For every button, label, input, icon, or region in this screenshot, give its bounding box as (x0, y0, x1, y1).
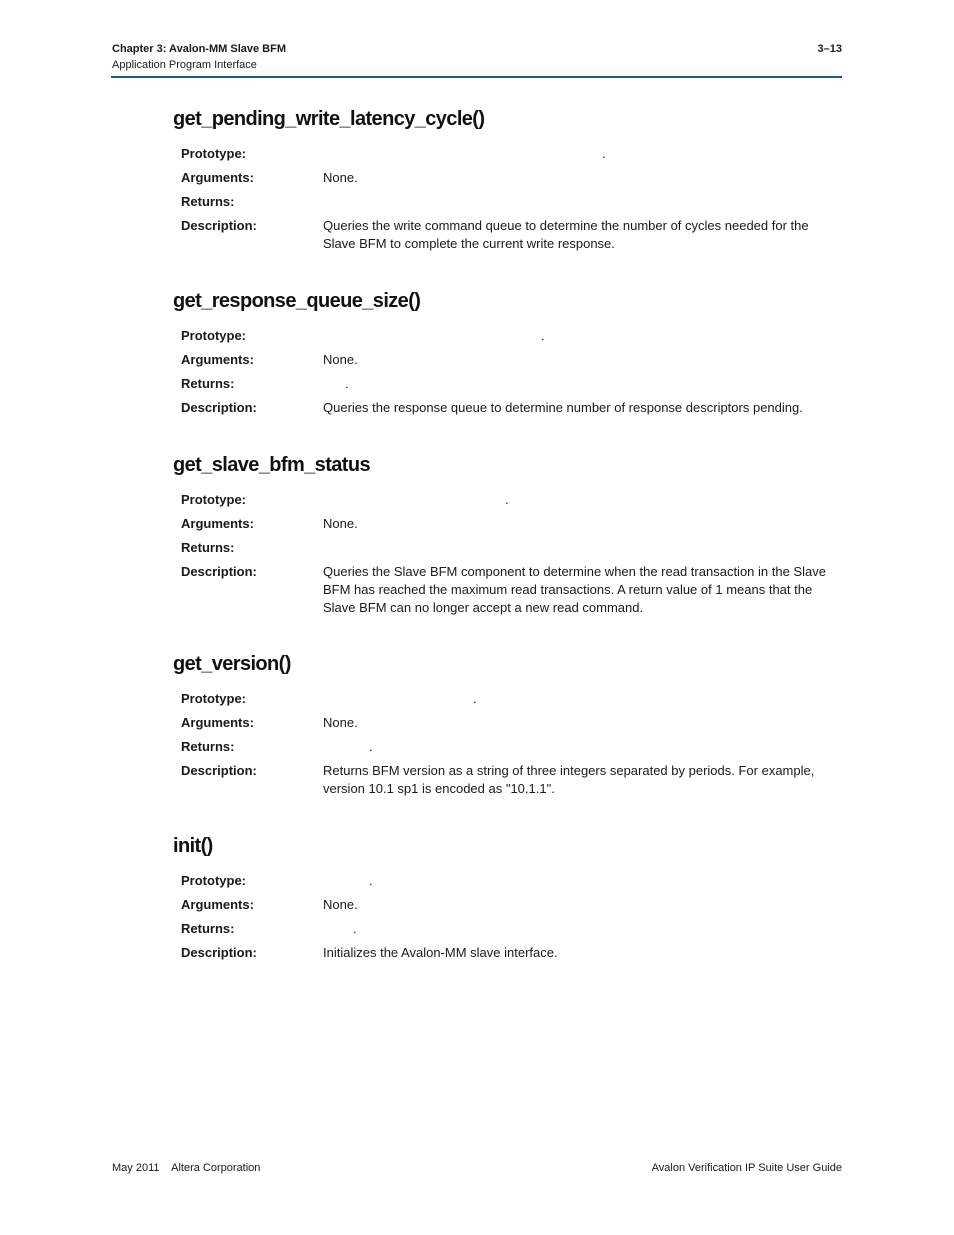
function-title: get_response_queue_size() (173, 290, 421, 312)
arguments-row (173, 896, 843, 920)
prototype-label: Prototype: (181, 873, 246, 888)
description-label: Description: (181, 763, 257, 778)
description-value: Queries the Slave BFM component to determine when the read transaction in the Slave BFM has reached the maximum read transactions. A return value of 1 means that the Slave BFM can no longer accept a new read command. (323, 564, 826, 615)
chapter-title: Chapter 3: Avalon-MM Slave BFM (112, 43, 286, 55)
prototype-row (173, 690, 843, 714)
prototype-row (173, 145, 843, 169)
description-label: Description: (181, 945, 257, 960)
prototype-value: . (505, 492, 509, 507)
arguments-row (173, 169, 843, 193)
description-label: Description: (181, 400, 257, 415)
page-number: 3–13 (817, 43, 842, 55)
arguments-label: Arguments: (181, 715, 254, 730)
returns-row (173, 375, 843, 399)
prototype-value: . (602, 146, 606, 161)
arguments-label: Arguments: (181, 897, 254, 912)
prototype-row (173, 327, 843, 351)
footer-company: Altera Corporation (171, 1162, 261, 1174)
description-value: Returns BFM version as a string of three integers separated by periods. For example, version 10.1 sp1 is encoded as "10.1.1". (323, 763, 815, 796)
description-value: Initializes the Avalon-MM slave interface. (323, 945, 558, 960)
arguments-value: None. (323, 516, 358, 531)
arguments-row (173, 351, 843, 375)
footer-guide-title: Avalon Verification IP Suite User Guide (651, 1162, 842, 1174)
prototype-value: . (369, 873, 373, 888)
arguments-label: Arguments: (181, 170, 254, 185)
description-row (173, 762, 843, 798)
returns-label: Returns: (181, 194, 235, 209)
prototype-row (173, 491, 843, 515)
arguments-label: Arguments: (181, 516, 254, 531)
description-row (173, 217, 843, 253)
arguments-value: None. (323, 170, 358, 185)
function-title: init() (173, 835, 213, 857)
prototype-label: Prototype: (181, 492, 246, 507)
returns-label: Returns: (181, 376, 235, 391)
returns-value: . (353, 921, 357, 936)
returns-row (173, 539, 843, 563)
prototype-row (173, 872, 843, 896)
function-title: get_version() (173, 653, 291, 675)
returns-row (173, 738, 843, 762)
prototype-label: Prototype: (181, 328, 246, 343)
returns-label: Returns: (181, 739, 235, 754)
description-value: Queries the write command queue to determine the number of cycles needed for the Slave BFM to complete the current write response. (323, 218, 809, 251)
function-title: get_slave_bfm_status (173, 454, 370, 476)
description-row (173, 399, 843, 423)
api-section (173, 451, 843, 617)
returns-value: . (345, 376, 349, 391)
returns-value: . (369, 739, 373, 754)
returns-label: Returns: (181, 921, 235, 936)
description-row (173, 563, 843, 617)
prototype-label: Prototype: (181, 146, 246, 161)
returns-label: Returns: (181, 540, 235, 555)
footer-date: May 2011 (112, 1162, 160, 1174)
api-section (173, 287, 843, 423)
api-section (173, 832, 843, 968)
prototype-value: . (541, 328, 545, 343)
section-subtitle: Application Program Interface (112, 59, 257, 71)
arguments-value: None. (323, 715, 358, 730)
description-label: Description: (181, 564, 257, 579)
arguments-value: None. (323, 897, 358, 912)
api-section (173, 105, 843, 253)
arguments-row (173, 714, 843, 738)
function-title: get_pending_write_latency_cycle() (173, 108, 485, 130)
description-row (173, 944, 843, 968)
arguments-row (173, 515, 843, 539)
prototype-label: Prototype: (181, 691, 246, 706)
arguments-label: Arguments: (181, 352, 254, 367)
footer-left (112, 1162, 260, 1174)
description-label: Description: (181, 218, 257, 233)
returns-row (173, 920, 843, 944)
api-section (173, 650, 843, 798)
description-value: Queries the response queue to determine number of response descriptors pending. (323, 400, 803, 415)
header-divider (111, 76, 842, 78)
prototype-value: . (473, 691, 477, 706)
arguments-value: None. (323, 352, 358, 367)
returns-row (173, 193, 843, 217)
